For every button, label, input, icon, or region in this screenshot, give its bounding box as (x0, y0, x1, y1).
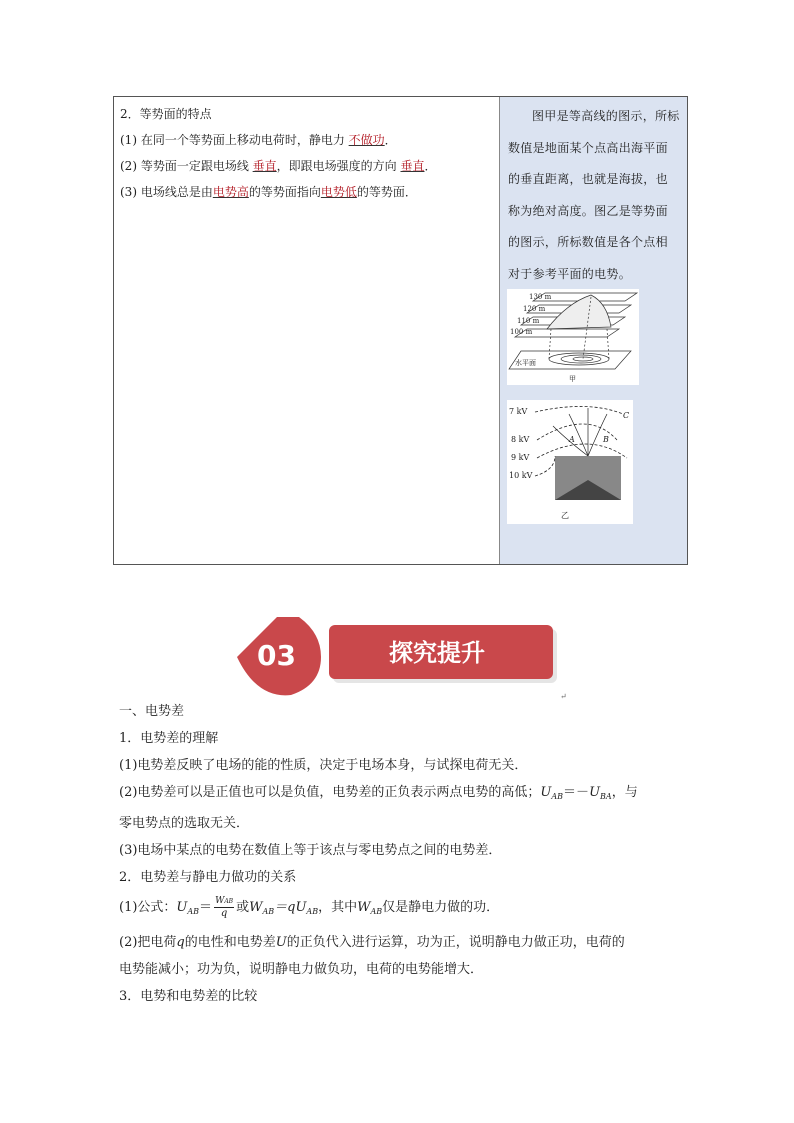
level-label-8kv: 8 kV (511, 435, 530, 444)
side-note-column (500, 97, 687, 564)
sym-u-2: U (589, 785, 601, 800)
subheading-1: 1．电势差的理解 (119, 731, 219, 746)
line3-end: 的等势面． (356, 185, 417, 199)
feature-heading: 2．等势面的特点 (120, 107, 212, 121)
line1-text: (1) 在同一个等势面上移动电荷时，静电力 (120, 133, 349, 147)
section-title: 一、电势差 (119, 704, 185, 719)
paragraph-5 (119, 929, 689, 956)
frac-sub: AB (224, 898, 234, 905)
line2-text: (2) 等势面一定跟电场线 (120, 159, 253, 173)
return-mark: ↵ (560, 692, 567, 701)
f-sub-ab-3: AB (306, 907, 319, 916)
paragraph-2-cont: 零电势点的选取无关． (119, 816, 250, 831)
f-eq: ＝ (199, 900, 213, 915)
f-sub-ab-4: AB (370, 907, 383, 916)
p2-eq: ＝－ (563, 785, 590, 800)
p5-b: 的电性和电势差 (184, 935, 276, 950)
formula-fraction (214, 896, 234, 919)
point-b: B (603, 435, 609, 444)
p5-c: 的正负代入进行运算，功为正，说明静电力做正功，电荷的 (286, 935, 625, 950)
mountain (547, 295, 611, 329)
feature-table (113, 96, 688, 565)
sym-u: U (540, 785, 552, 800)
sub-ba: BA (600, 792, 612, 801)
p5-a: (2)把电荷 (119, 935, 177, 950)
feature-line-2 (120, 153, 499, 179)
level-label-10kv: 10 kV (509, 471, 533, 480)
paragraph-1: (1)电势差反映了电场的能的性质，决定于电场本身，与试探电荷无关． (119, 758, 528, 773)
level-label-7kv: 7 kV (509, 407, 528, 416)
paragraph-2 (119, 779, 689, 810)
figure2-caption: 乙 (561, 511, 569, 520)
f-w: W (249, 900, 263, 915)
feature-column (114, 97, 500, 564)
f-sub-ab-2: AB (262, 907, 275, 916)
frac-w: W (215, 896, 225, 906)
f-eqq: ＝q (274, 900, 296, 915)
level-label-9kv: 9 kV (511, 453, 530, 462)
f-or: 或 (236, 900, 250, 915)
paragraph-5-cont: 电势能减小；功为负，说明静电力做负功，电荷的电势能增大． (119, 962, 484, 977)
p2-end: ，与 (611, 785, 638, 800)
line3-mid: 的等势面指向 (248, 185, 321, 199)
formula-label: (1)公式： (119, 900, 177, 915)
f-sub-ab: AB (187, 907, 200, 916)
level-label-110: 110 m (517, 317, 540, 325)
p5-u: U (275, 935, 287, 950)
point-a: A (569, 435, 575, 444)
line3-text: (3) 电场线总是由 (120, 185, 213, 199)
level-label-130: 130 m (529, 293, 552, 301)
section-body (119, 698, 689, 1010)
line1-answer: 不做功 (348, 133, 385, 147)
f-post: 仅是静电力做的功． (382, 900, 500, 915)
feature-line-3 (120, 179, 499, 205)
feature-line-1 (120, 127, 499, 153)
line3-answer-2: 电势低 (320, 185, 357, 199)
level-label-120: 120 m (523, 305, 546, 313)
line1-end: ． (384, 133, 397, 147)
equipotential-10kv (535, 456, 555, 476)
line2-answer-2: 垂直 (400, 159, 425, 173)
frac-numerator (214, 896, 234, 908)
banner-number: 03 (257, 639, 296, 672)
point-c: C (623, 411, 630, 420)
contour-figure (507, 289, 639, 385)
side-note: 图甲是等高线的图示，所标数值是地面某个点高出海平面的垂直距离，也就是海拔，也称为绝对高度。图乙是等势面的图示，所标数值是各个点相对于参考平面的电势。 (508, 109, 680, 281)
line3-answer-1: 电势高 (212, 185, 249, 199)
formula-line (119, 891, 689, 929)
contour-ring-2 (561, 355, 601, 363)
ground-label: 水平面 (515, 359, 536, 367)
frac-denominator: q (220, 908, 228, 919)
line2-end: ． (424, 159, 437, 173)
p5-q: q (176, 935, 185, 950)
subheading-3: 3．电势和电势差的比较 (119, 989, 258, 1004)
line2-answer-1: 垂直 (252, 159, 277, 173)
f-u: U (176, 900, 188, 915)
f-u-2: U (295, 900, 307, 915)
f-w-2: W (357, 900, 371, 915)
section-banner (237, 617, 563, 697)
equipotential-figure (507, 400, 633, 524)
sub-ab: AB (551, 792, 564, 801)
p2-text: (2)电势差可以是正值也可以是负值，电势差的正负表示两点电势的高低； (119, 785, 541, 800)
figure1-caption: 甲 (569, 375, 576, 383)
f-mid: ，其中 (318, 900, 358, 915)
level-label-100: 100 m (510, 328, 533, 336)
equipotential-7kv (535, 406, 623, 414)
subheading-2: 2．电势差与静电力做功的关系 (119, 870, 297, 885)
line2-mid: ，即跟电场强度的方向 (276, 159, 401, 173)
paragraph-3: (3)电场中某点的电势在数值上等于该点与零电势点之间的电势差． (119, 843, 502, 858)
banner-title: 探究提升 (389, 639, 485, 667)
